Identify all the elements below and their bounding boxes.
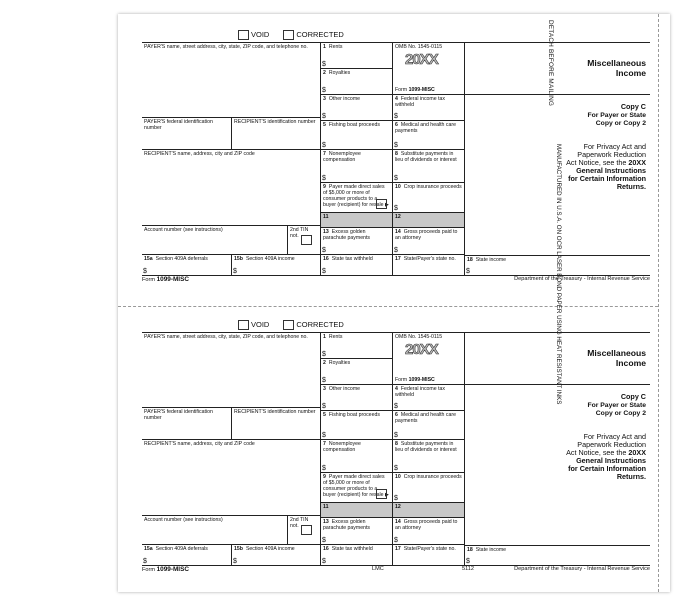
box-8[interactable]: 8 Substitute payments in lieu of dividends or interest $ — [392, 440, 464, 473]
box-15b[interactable]: 15b Section 409A income $ — [231, 255, 320, 275]
box-9[interactable]: 9 Payer made direct sales of $5,000 or more of consumer products to a buyer (recipient) for resale ▶ — [320, 183, 392, 213]
box-2[interactable]: 2 Royalties $ — [320, 69, 392, 95]
recipient-tin-field[interactable]: RECIPIENT'S identification number — [231, 118, 320, 150]
box-10[interactable]: 10 Crop insurance proceeds $ — [392, 473, 464, 503]
box-9-checkbox[interactable] — [376, 199, 387, 209]
copy-block — [464, 385, 650, 545]
box-15a[interactable]: 15a Section 409A deferrals $ — [143, 256, 208, 275]
box-9-checkbox[interactable] — [376, 489, 387, 499]
box-11: 11 — [320, 213, 392, 228]
box-1[interactable]: 1 Rents $ — [320, 43, 392, 69]
second-tin-field[interactable]: 2nd TIN not. — [287, 516, 320, 545]
box-13[interactable]: 13 Excess golden parachute payments $ — [320, 228, 392, 255]
box-15a[interactable]: 15a Section 409A deferrals $ — [143, 546, 208, 565]
second-tin-checkbox[interactable] — [301, 525, 312, 535]
box-3[interactable]: 3 Other income $ — [320, 95, 392, 121]
manufacturer-text: MANUFACTURED IN U.S.A. ON OCR LASER BOND PAPER USING HEAT RESISTANT INKS — [555, 144, 562, 405]
form-footer: Form 1099-MISC Department of the Treasury - Internal Revenue Service — [142, 276, 650, 283]
form-grid — [142, 42, 650, 276]
recipient-name-field[interactable]: RECIPIENT'S name, address, city and ZIP code — [142, 150, 320, 226]
void-checkbox[interactable] — [238, 30, 249, 40]
box-14[interactable]: 14 Gross proceeds paid to an attorney $ — [392, 228, 464, 255]
void-option[interactable]: VOID — [238, 30, 269, 40]
omb-block: OMB No. 1545-0115 20XX Form 1099-MISC — [392, 43, 464, 95]
box-7[interactable]: 7 Nonemployee compensation $ — [320, 150, 392, 183]
copy-label: Copy C — [620, 102, 646, 111]
form-copy-bottom — [142, 318, 650, 578]
box-17[interactable]: 17 State/Payer's state no. — [392, 255, 464, 275]
box-18[interactable]: 18 State income $ — [464, 545, 650, 565]
corrected-checkbox[interactable] — [283, 320, 294, 330]
privacy-notice: For Privacy Act and Paperwork Reduction Act Notice, see the 20XX General Instructions for Certain Information Returns. — [566, 432, 646, 481]
box-17[interactable]: 17 State/Payer's state no. — [392, 545, 464, 565]
recipient-tin-field[interactable]: RECIPIENT'S identification number — [231, 408, 320, 440]
box-16[interactable]: 16 State tax withheld $ — [320, 255, 392, 275]
title-block — [464, 333, 650, 385]
box-16[interactable]: 16 State tax withheld $ — [320, 545, 392, 565]
payer-info-field[interactable]: PAYER'S name, street address, city, state, ZIP code, and telephone no. — [142, 333, 320, 408]
copy-description: For Payer or State Copy or Copy 2 — [587, 112, 646, 127]
form-footer: Form 1099-MISC LMC 5112 Department of the Treasury - Internal Revenue Service — [142, 566, 650, 573]
box-2[interactable]: 2 Royalties $ — [320, 359, 392, 385]
box-11: 11 — [320, 503, 392, 518]
box-4[interactable]: 4 Federal income tax withheld $ — [392, 95, 464, 121]
box-15b[interactable]: 15b Section 409A income $ — [231, 545, 320, 565]
box-7[interactable]: 7 Nonemployee compensation $ — [320, 440, 392, 473]
account-number-field[interactable]: Account number (see instructions) — [142, 516, 287, 545]
account-number-field[interactable]: Account number (see instructions) — [142, 226, 287, 255]
box-13[interactable]: 13 Excess golden parachute payments $ — [320, 518, 392, 545]
box-4[interactable]: 4 Federal income tax withheld $ — [392, 385, 464, 411]
copy-block — [464, 95, 650, 255]
second-tin-field[interactable]: 2nd TIN not. — [287, 226, 320, 255]
box-5[interactable]: 5 Fishing boat proceeds $ — [320, 411, 392, 440]
box-14[interactable]: 14 Gross proceeds paid to an attorney $ — [392, 518, 464, 545]
box-5[interactable]: 5 Fishing boat proceeds $ — [320, 121, 392, 150]
box-12: 12 — [392, 213, 464, 228]
privacy-notice: For Privacy Act and Paperwork Reduction Act Notice, see the 20XX General Instructions for Certain Information Returns. — [566, 142, 646, 191]
payer-info-field[interactable]: PAYER'S name, street address, city, state, ZIP code, and telephone no. — [142, 43, 320, 118]
box-18[interactable]: 18 State income $ — [464, 255, 650, 275]
box-6[interactable]: 6 Medical and health care payments $ — [392, 121, 464, 150]
void-checkbox[interactable] — [238, 320, 249, 330]
box-8[interactable]: 8 Substitute payments in lieu of dividends or interest $ — [392, 150, 464, 183]
copy-description: For Payer or State Copy or Copy 2 — [587, 402, 646, 417]
corrected-option[interactable]: CORRECTED — [283, 320, 344, 330]
form-copy-top — [142, 28, 650, 288]
second-tin-checkbox[interactable] — [301, 235, 312, 245]
recipient-name-field[interactable]: RECIPIENT'S name, address, city and ZIP code — [142, 440, 320, 516]
box-6[interactable]: 6 Medical and health care payments $ — [392, 411, 464, 440]
box-12: 12 — [392, 503, 464, 518]
form-title: Miscellaneous Income — [587, 58, 646, 78]
corrected-checkbox[interactable] — [283, 30, 294, 40]
form-grid — [142, 332, 650, 566]
payer-tin-field[interactable]: PAYER'S federal identification number — [142, 118, 231, 150]
perforation-horizontal — [118, 306, 658, 307]
perforation-vertical — [658, 14, 659, 592]
form-title: Miscellaneous Income — [587, 348, 646, 368]
detach-text: DETACH BEFORE MAILING — [547, 20, 554, 107]
void-option[interactable]: VOID — [238, 320, 269, 330]
payer-tin-field[interactable]: PAYER'S federal identification number — [142, 408, 231, 440]
omb-block: OMB No. 1545-0115 20XX Form 1099-MISC — [392, 333, 464, 385]
box-9[interactable]: 9 Payer made direct sales of $5,000 or more of consumer products to a buyer (recipient) for resale ▶ — [320, 473, 392, 503]
box-1[interactable]: 1 Rents $ — [320, 333, 392, 359]
copy-label: Copy C — [620, 392, 646, 401]
box-3[interactable]: 3 Other income $ — [320, 385, 392, 411]
box-10[interactable]: 10 Crop insurance proceeds $ — [392, 183, 464, 213]
title-block — [464, 43, 650, 95]
corrected-option[interactable]: CORRECTED — [283, 30, 344, 40]
